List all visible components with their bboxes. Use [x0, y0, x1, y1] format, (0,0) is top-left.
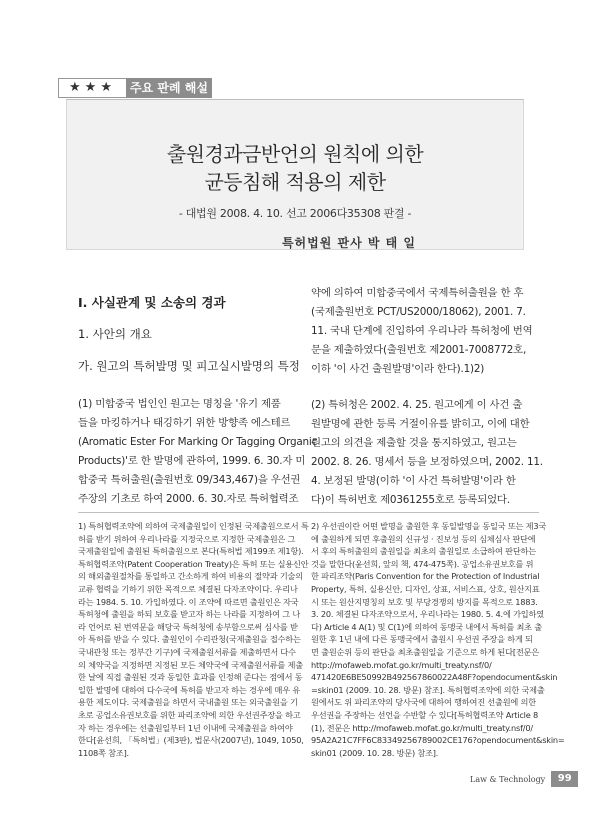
footnote-line: 471420E6BE50992B492567860022A48F?opendocument&skin	[311, 672, 558, 683]
section-stars: ★★★	[58, 78, 126, 98]
page-number: 99	[551, 771, 578, 787]
footnote-1	[78, 520, 309, 759]
text-line: 문을 제출하였다(출원번호 제2001-7008772호,	[311, 344, 527, 356]
footnote-line: Property, 특허, 실용신안, 디자인, 상표, 서비스표, 상호, 원산지표	[311, 583, 540, 594]
footnote-line: =skin01 (2009. 10. 28. 방문) 참조]. 특허협력조약에 의한 국제출	[311, 684, 545, 695]
text-line: 11. 국내 단계에 진입하여 우리나라 특허청에 번역	[311, 325, 533, 337]
footnote-line: 것을 말한다(윤선희, 앞의 책, 474-475쪽). 공업소유권보호를 위	[311, 558, 534, 569]
text-line: (국제출원번호 PCT/US2000/18062), 2001. 7.	[311, 306, 526, 318]
text-line: 들을 마킹하거나 태깅하기 위한 방향족 에스테르	[78, 417, 291, 429]
footnote-line: 초로 공업소유권보호를 위한 파리조약에 의한 우선권주장을 하고	[78, 709, 301, 720]
footnote-line: 국제출원일에 출원된 특허출원으로 본다(특허법 제199조 제1항).	[78, 546, 304, 557]
footnote-line: 시 또는 원산지명칭의 보호 및 부당경쟁의 방지를 목적으로 1883.	[311, 596, 538, 607]
footnote-line: (1), 전문은 http://mofaweb.mofat.go.kr/multi_treaty.nsf/0/	[311, 722, 533, 733]
page-footer	[470, 771, 578, 787]
footnote-line: 의 체약국을 지정하면 지정된 모든 체약국에 국제출원서류를 제출	[78, 659, 303, 670]
footnote-line: 다) Article 4 A(1) 및 C(1)에 의하여 동맹국 내에서 특허를 최초 출	[311, 621, 542, 632]
footnote-line: 한 날에 직접 출원된 것과 동일한 효과를 인정해 준다는 점에서 동	[78, 672, 303, 683]
footnote-line: 특허청에 출원을 하되 보호를 받고자 하는 나라를 지정하여 그 나	[78, 609, 301, 620]
footnote-line: 3. 20. 체결된 다자조약으로서, 우리나라는 1980. 5. 4.에 가입하였	[311, 609, 544, 620]
footnote-line: 교류 협력을 기하기 위한 목적으로 체결된 다자조약이다. 우리나	[78, 583, 298, 594]
journal-name: Law & Technology	[470, 774, 546, 784]
footnote-line: 우선권을 주장하는 선언을 수반할 수 있다[특허협력조약 Article 8	[311, 709, 538, 720]
footnote-line: 1) 특허협력조약에 의하여 국제출원일이 인정된 국제출원으로서 특	[78, 521, 309, 531]
heading-subsection-1: 1. 사안의 개요	[78, 327, 152, 341]
left-paragraph-1	[78, 395, 318, 509]
text-line: 약에 의하여 미합중국에서 국제특허출원을 한 후	[311, 287, 524, 299]
text-line: (Aromatic Ester For Marking Or Tagging Organic	[78, 436, 318, 448]
text-line: 이하 '이 사건 출원발명'이라 한다).1)2)	[311, 363, 485, 375]
footnote-line: 한 파리조약(Paris Convention for the Protection of Industrial	[311, 571, 540, 582]
text-line: 주장의 기초로 하여 2000. 6. 30.자로 특허협력조	[78, 493, 299, 505]
footnote-line: 원에서도 위 파리조약의 당사국에 대하여 행하여진 선출원에 의한	[311, 697, 536, 708]
right-paragraph-1	[311, 284, 539, 379]
heading-subsubsection: 가. 원고의 특허발명 및 피고실시발명의 특정	[78, 359, 300, 373]
text-line: 4. 보정된 발명(이하 '이 사건 특허발명'이라 한	[311, 475, 516, 487]
text-line: 다)이 특허번호 제0361255호로 등록되었다.	[311, 494, 510, 506]
footnote-line: 자 하는 경우에는 선출원일부터 1년 이내에 국제출원을 하여야	[78, 722, 293, 733]
footnote-line: 허를 받기 위하여 우리나라를 지정국으로 지정한 국제출원은 그	[78, 533, 296, 544]
footnote-line: 에 출원하게 되면 후출원의 신규성 · 진보성 등의 심체심사 판단에	[311, 533, 536, 544]
text-line: 2002. 8. 26. 명세서 등을 보정하였으며, 2002. 11.	[311, 456, 543, 468]
footnote-line: 라 언어로 된 번역문을 해당국 특허청에 송부함으로써 심사를 받	[78, 621, 298, 632]
text-line: Products)'로 한 발명에 관하여, 1999. 6. 30.자 미	[78, 455, 306, 467]
footnote-line: 의 해외출원절차를 통일하고 간소하게 하여 비용의 절약과 기술의	[78, 571, 303, 582]
footnote-divider	[78, 512, 539, 513]
heading-section-1: I. 사실관계 및 소송의 경과	[78, 295, 226, 310]
footnote-line: 2) 우선권이란 어떤 발명을 출원한 후 동일발명을 동일국 또는 제3국	[311, 521, 547, 531]
text-line: 원고의 의견을 제출할 것을 통지하였고, 원고는	[311, 437, 517, 449]
text-line: (1) 미합중국 법인인 원고는 명칭을 '유기 제품	[78, 398, 281, 410]
text-line: 원발명에 관한 등록 거절이유를 밝히고, 이에 대한	[311, 418, 530, 430]
footnote-line: 한다[윤선희, 「특허법」(제3판), 법문사(2007년), 1049, 1050,	[78, 735, 304, 746]
footnote-line: 서 후의 특허출원의 출원일을 최초의 출원일로 소급하여 판단하는	[311, 546, 536, 557]
footnote-line: 라는 1984. 5. 10. 가입하였다. 이 조약에 따르면 출원인은 자국	[78, 596, 299, 607]
article-subtitle: - 대법원 2008. 4. 10. 선고 2006다35308 판결 -	[178, 207, 412, 220]
footnote-line: 원한 후 1년 내에 다른 동맹국에서 출원시 우선권 주장을 하게 되	[311, 634, 533, 645]
article-title-line2: 균등침해 적용의 제한	[204, 170, 386, 194]
footnote-2	[311, 520, 565, 759]
footnote-line: 일한 발명에 대하여 다수국에 특허를 받고자 하는 경우에 매우 유	[78, 684, 301, 695]
section-tag	[58, 78, 212, 98]
footnote-line: http://mofaweb.mofat.go.kr/multi_treaty.nsf/0/	[311, 659, 492, 670]
footnote-line: 국내관청 또는 정부간 기구)에 국제출원서류를 제출하면서 다수	[78, 646, 296, 657]
author: 특허법원 판사 박 태 일	[281, 236, 417, 250]
text-line: 합중국 특허출원(출원번호 09/343,467)을 우선권	[78, 474, 301, 486]
footnote-line: skin01 (2009. 10. 28. 방문) 참조].	[311, 747, 439, 758]
right-paragraph-2	[311, 396, 543, 510]
footnote-line: 면 출원순위 등의 판단을 최초출원일을 기준으로 하게 된다[전문은	[311, 646, 539, 657]
footnote-line: 95A2A21C7FF6C83349256789002CE176?opendocument&skin=	[311, 735, 565, 746]
section-label: 주요 판례 해설	[126, 78, 212, 98]
footnote-line: 용한 제도이다. 국제출원을 하면서 국내출원 또는 외국출원을 기	[78, 697, 298, 708]
title-box	[66, 99, 524, 250]
text-line: (2) 특허청은 2002. 4. 25. 원고에게 이 사건 출	[311, 399, 523, 411]
article-title-line1: 출원경과금반언의 원칙에 의한	[166, 142, 424, 166]
footnote-line: 아 특허를 받을 수 있다. 출원인이 수리관청(국제출원을 접수하는	[78, 634, 301, 645]
footnote-line: 특허협력조약(Patent Cooperation Treaty)은 특허 또는 실용신안	[78, 558, 309, 569]
footnote-line: 1108쪽 참조].	[78, 747, 129, 758]
